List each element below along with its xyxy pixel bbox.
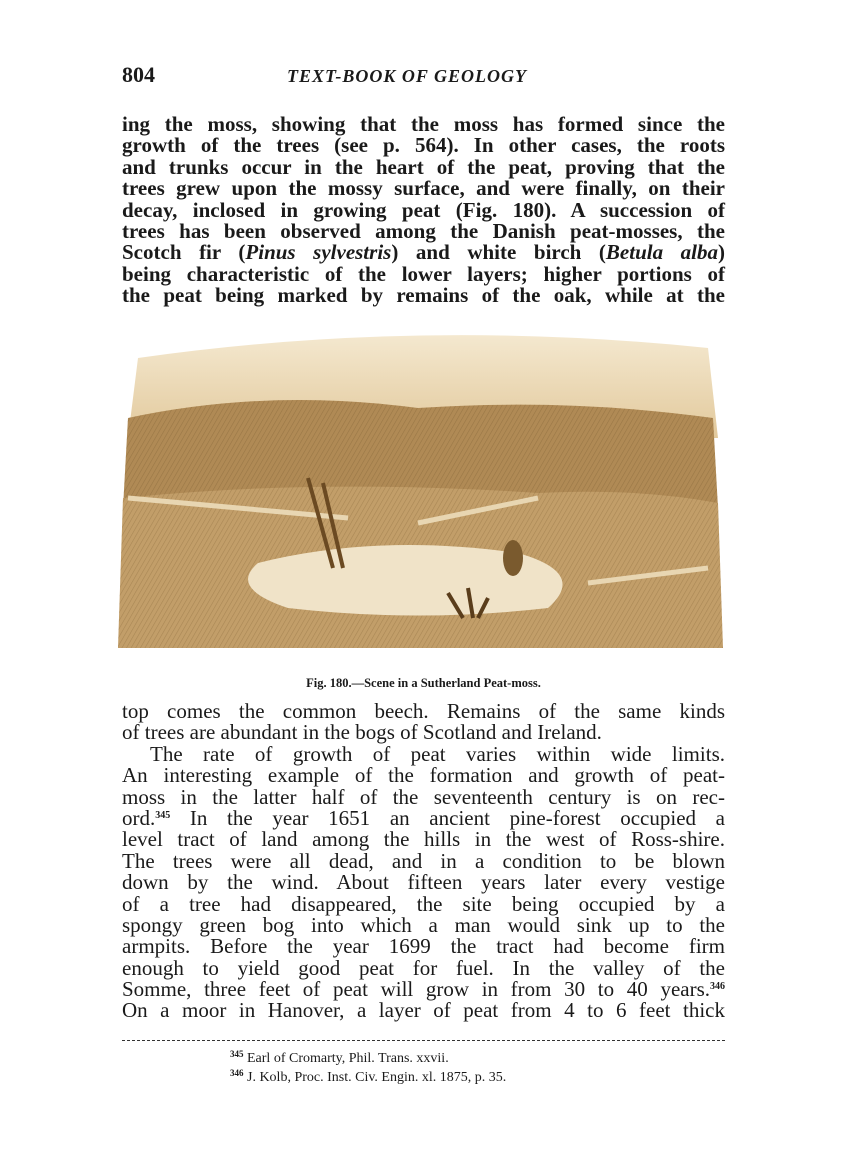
footnote-ref[interactable]: 346 [710,981,725,993]
footnote-number: 345 [230,1049,244,1059]
text-line: of trees are abundant in the bogs of Scotland and Ireland. [122,720,602,745]
text-line: spongy green bog into which a man would sink up to the [122,912,725,937]
text-line: The rate of growth of peat varies within wide limits. [150,741,725,766]
text-line: On a moor in Hanover, a layer of peat from 4 to 6 feet thick [122,998,725,1023]
text: ) [718,240,725,265]
text: In the year 1651 an ancient pine-forest occupied a [170,805,725,830]
paragraph-body [122,701,725,1022]
figure-caption: Fig. 180.—Scene in a Sutherland Peat-moss. [306,676,541,690]
text-line: being characteristic of the lower layers; higher portions of [122,261,725,286]
footnote-text: Earl of Cromarty, Phil. Trans. xxvii. [247,1051,449,1066]
text-line: growth of the trees (see p. 564). In other cases, the roots [122,133,725,158]
species-name: Pinus sylvestris [245,240,392,265]
footnote-number: 346 [230,1068,244,1078]
text: Somme, three feet of peat will grow in from 30 to 40 years. [122,977,710,1002]
text-line: enough to yield good peat for fuel. In the valley of the [122,955,725,980]
text-line [122,979,725,1000]
footnote-ref[interactable]: 345 [155,809,171,821]
text-line: An interesting example of the formation and growth of peat- [122,763,725,788]
text-line [122,805,725,830]
running-title: TEXT-BOOK OF GEOLOGY [287,66,528,86]
text-line: top comes the common beech. Remains of the same kinds [122,699,725,723]
text-line [122,242,725,263]
page-header [122,62,725,90]
text: ) and white birch ( [391,240,606,265]
paragraph-top [122,114,725,307]
text-line: armpits. Before the year 1699 the tract had become firm [122,934,725,959]
footnote-text: J. Kolb, Proc. Inst. Civ. Engin. xl. 1875, p. 35. [247,1070,507,1085]
page-number: 804 [122,62,155,87]
footnote-divider [122,1040,725,1041]
text-line: trees has been observed among the Danish peat-mosses, the [122,218,725,243]
text-line: of a tree had disappeared, the site being occupied by a [122,891,725,916]
figure-peat-moss-engraving [118,318,724,658]
text: Scotch fir ( [122,240,246,265]
text-line: down by the wind. About fifteen years later every vestige [122,870,725,895]
text: ord. [122,805,156,830]
text-line: decay, inclosed in growing peat (Fig. 180). A succession of [122,197,725,222]
text-line: level tract of land among the hills in the west of Ross-shire. [122,827,725,852]
text-line: The trees were all dead, and in a condition to be blown [122,848,725,873]
text-line: and trunks occur in the heart of the peat, proving that the [122,154,725,179]
footnote [230,1050,449,1068]
text-line: trees grew upon the mossy surface, and were finally, on their [122,176,725,201]
footnote [230,1069,506,1087]
text-line: the peat being marked by remains of the oak, while at the [122,283,725,308]
species-name: Betula alba [605,240,718,265]
text-line: moss in the latter half of the seventeenth century is on rec- [122,784,725,809]
text-line: ing the moss, showing that the moss has formed since the [122,112,725,136]
